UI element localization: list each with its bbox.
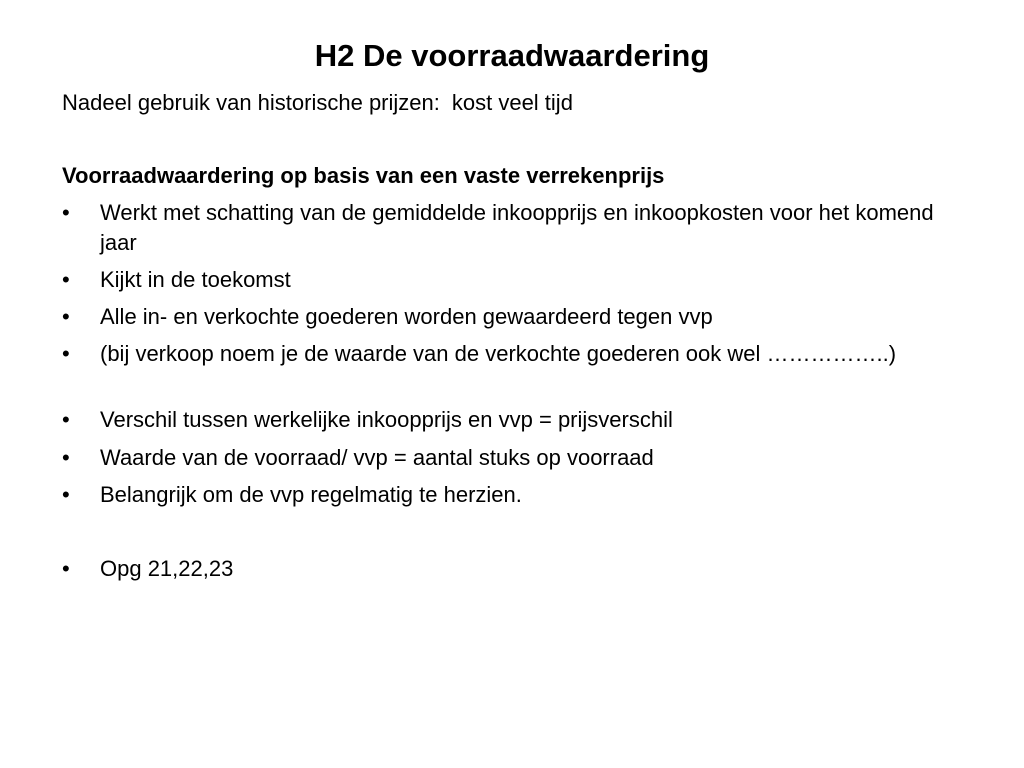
bullet-item: [62, 198, 962, 258]
bullet-marker: •: [62, 556, 70, 581]
bullet-item: [62, 443, 962, 473]
bullet-item: [62, 339, 962, 369]
bullet-marker: •: [62, 407, 70, 432]
section-heading: Voorraadwaardering op basis van een vaste verrekenprijs: [62, 163, 665, 188]
bullet-text: Waarde van de voorraad/ vvp = aantal stuks op voorraad: [100, 445, 654, 470]
bullet-item: [62, 265, 962, 295]
bullet-text: (bij verkoop noem je de waarde van de verkochte goederen ook wel ……………..): [100, 341, 897, 366]
bullet-item: [62, 480, 962, 510]
bullet-text: Belangrijk om de vvp regelmatig te herzien.: [100, 482, 522, 507]
bullet-item: [62, 405, 962, 435]
bullet-marker: •: [62, 267, 70, 292]
intro-line: [62, 88, 573, 118]
slide-title: H2 De voorraadwaardering: [314, 38, 710, 73]
bullet-text: Verschil tussen werkelijke inkoopprijs en vvp = prijsverschil: [100, 407, 673, 432]
bullet-marker: •: [62, 445, 70, 470]
bullet-item: [62, 302, 962, 332]
bullet-item: [62, 554, 962, 584]
bullet-text: Alle in- en verkochte goederen worden gewaardeerd tegen vvp: [100, 304, 713, 329]
bullet-text: Werkt met schatting van de gemiddelde inkoopprijs en inkoopkosten voor het komend jaar: [100, 200, 934, 255]
bullet-marker: •: [62, 304, 70, 329]
intro-label: Nadeel gebruik van historische prijzen:: [62, 90, 440, 115]
intro-value: kost veel tijd: [451, 90, 573, 115]
bullet-text: Kijkt in de toekomst: [100, 267, 291, 292]
bullet-marker: •: [62, 341, 70, 366]
bullet-marker: •: [62, 482, 70, 507]
bullet-text: Opg 21,22,23: [100, 556, 234, 581]
bullet-marker: •: [62, 200, 70, 225]
